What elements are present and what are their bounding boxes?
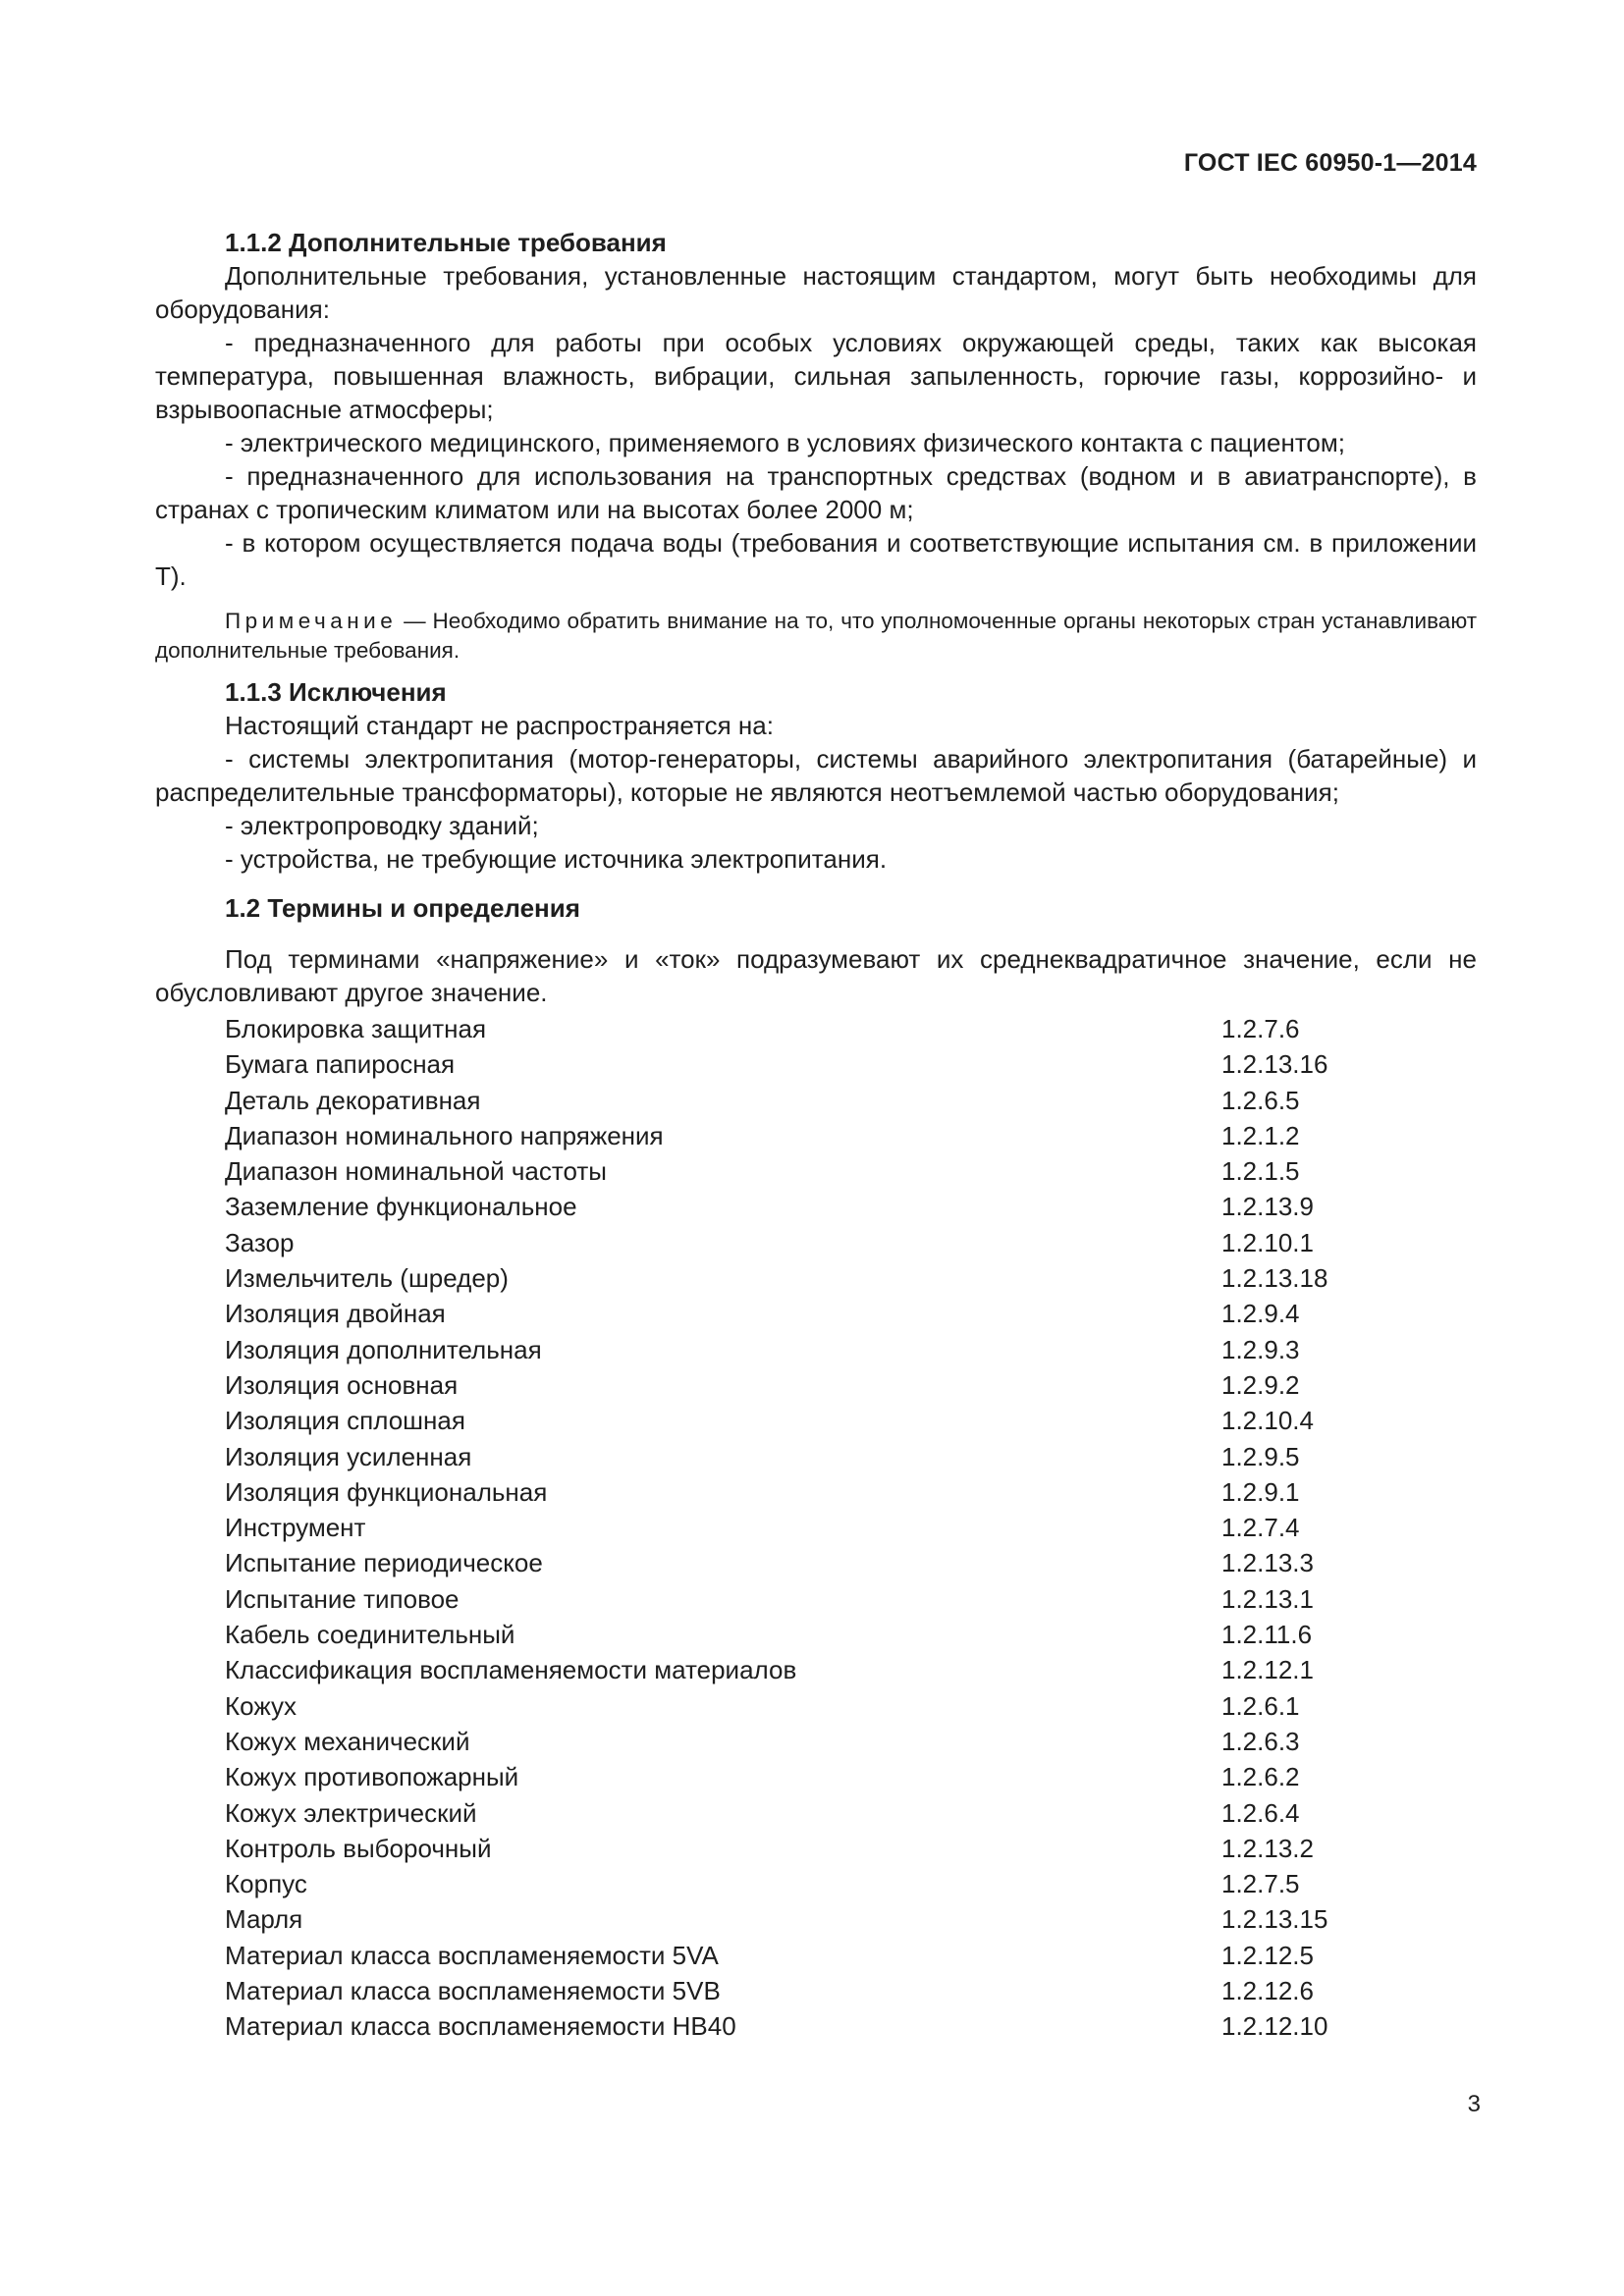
note-label: Примечание [225,609,398,633]
term-row [155,1225,1477,1260]
term-row [155,1866,1477,1901]
term-name: Испытание периодическое [225,1548,543,1578]
term-name: Деталь декоративная [225,1085,481,1115]
term-name: Кожух электрический [225,1797,477,1828]
term-ref: 1.2.10.4 [1221,1406,1314,1436]
term-name: Корпус [225,1869,307,1899]
term-ref: 1.2.7.5 [1221,1869,1300,1899]
term-ref: 1.2.13.9 [1221,1192,1314,1222]
term-row [155,1510,1477,1545]
term-ref: 1.2.6.4 [1221,1797,1300,1828]
term-name: Инструмент [225,1513,366,1543]
list-item: - предназначенного для работы при особых условиях окружающей среды, таких как высокая температура, повышенная влажность, вибрации, сильная запыленность, горючие газы, коррозийно- и взрывоопасные атмосферы; [155,328,1477,424]
term-ref: 1.2.6.3 [1221,1726,1300,1756]
term-ref: 1.2.13.16 [1221,1049,1328,1080]
term-ref: 1.2.6.2 [1221,1762,1300,1792]
term-ref: 1.2.13.15 [1221,1904,1328,1935]
list-item: - в котором осуществляется подача воды (требования и соответствующие испытания см. в приложении Т). [155,528,1477,591]
term-ref: 1.2.1.2 [1221,1120,1300,1150]
term-name: Диапазон номинального напряжения [225,1120,664,1150]
term-ref: 1.2.6.5 [1221,1085,1300,1115]
term-ref: 1.2.9.5 [1221,1441,1300,1471]
term-row [155,1367,1477,1403]
term-row [155,1938,1477,1973]
term-ref: 1.2.12.1 [1221,1655,1314,1685]
term-ref: 1.2.13.1 [1221,1583,1314,1614]
term-row [155,1724,1477,1759]
term-ref: 1.2.10.1 [1221,1227,1314,1257]
term-ref: 1.2.7.6 [1221,1014,1300,1043]
term-name: Марля [225,1904,303,1935]
term-row [155,1581,1477,1617]
note [155,607,1477,666]
term-row [155,1189,1477,1224]
term-ref: 1.2.12.10 [1221,2011,1328,2042]
section-heading-1-1-2: 1.1.2 Дополнительные требования [225,228,667,257]
term-ref: 1.2.13.18 [1221,1263,1328,1294]
paragraph: Под терминами «напряжение» и «ток» подразумевают их среднеквадратичное значение, если не обусловливают другое значение. [155,944,1477,1007]
term-name: Контроль выборочный [225,1833,492,1863]
page-number: 3 [1467,2091,1481,2117]
term-row [155,1118,1477,1153]
term-row [155,1545,1477,1580]
term-row [155,1439,1477,1474]
paragraph: Дополнительные требования, установленные настоящим стандартом, могут быть необходимы для оборудования: [155,261,1477,324]
term-ref: 1.2.12.6 [1221,1976,1314,2006]
term-row [155,1795,1477,1831]
page-content [155,226,1477,2045]
term-name: Измельчитель (шредер) [225,1263,509,1294]
term-ref: 1.2.7.4 [1221,1513,1300,1543]
term-name: Изоляция дополнительная [225,1334,542,1364]
term-row [155,1046,1477,1082]
term-name: Зазор [225,1227,295,1257]
term-name: Кожух [225,1690,297,1721]
term-name: Кабель соединительный [225,1620,515,1650]
term-row [155,1901,1477,1937]
term-ref: 1.2.9.4 [1221,1299,1300,1329]
term-name: Изоляция функциональная [225,1476,548,1507]
term-name: Кожух механический [225,1726,470,1756]
term-name: Материал класса воспламеняемости 5VB [225,1976,721,2006]
term-name: Изоляция сплошная [225,1406,465,1436]
term-name: Блокировка защитная [225,1014,487,1043]
term-row [155,1831,1477,1866]
term-row [155,1260,1477,1296]
term-name: Изоляция усиленная [225,1441,472,1471]
term-ref: 1.2.6.1 [1221,1690,1300,1721]
list-item: - электрического медицинского, применяемого в условиях физического контакта с пациентом; [225,428,1345,457]
term-name: Материал класса воспламеняемости 5VA [225,1940,719,1970]
list-item: - устройства, не требующие источника электропитания. [225,844,888,874]
term-row [155,1652,1477,1687]
paragraph: Настоящий стандарт не распространяется на: [225,711,774,740]
section-heading-1-1-3: 1.1.3 Исключения [225,677,447,707]
term-row [155,1153,1477,1189]
list-item: - электропроводку зданий; [225,811,539,840]
term-row [155,1759,1477,1794]
term-row [155,1296,1477,1331]
note-text: — Необходимо обратить внимание на то, что уполномоченные органы некоторых стран устанавливают дополнительные требования. [155,609,1477,663]
term-row [155,1474,1477,1510]
terms-index [155,1011,1477,2045]
term-name: Изоляция двойная [225,1299,446,1329]
term-row [155,1332,1477,1367]
list-item: - системы электропитания (мотор-генераторы, системы аварийного электропитания (батарейные) и распределительные трансформаторы), которые не являются неотъемлемой частью оборудования; [155,744,1477,807]
term-row [155,1973,1477,2008]
term-name: Заземление функциональное [225,1192,577,1222]
term-ref: 1.2.1.5 [1221,1156,1300,1187]
term-ref: 1.2.9.3 [1221,1334,1300,1364]
term-name: Изоляция основная [225,1369,459,1400]
term-ref: 1.2.12.5 [1221,1940,1314,1970]
document-header: ГОСТ IEC 60950-1—2014 [1183,149,1477,177]
list-item: - предназначенного для использования на транспортных средствах (водном и в авиатранспорте), в странах с тропическим климатом или на высотах более 2000 м; [155,461,1477,524]
term-row [155,1083,1477,1118]
term-row [155,1688,1477,1724]
term-ref: 1.2.13.3 [1221,1548,1314,1578]
term-ref: 1.2.11.6 [1221,1620,1313,1650]
term-name: Материал класса воспламеняемости HB40 [225,2011,736,2042]
term-name: Испытание типовое [225,1583,460,1614]
term-name: Классификация воспламеняемости материалов [225,1655,797,1685]
section-heading-1-2: 1.2 Термины и определения [225,893,580,923]
term-row [155,1011,1477,1046]
term-name: Бумага папиросная [225,1049,456,1080]
term-name: Кожух противопожарный [225,1762,519,1792]
term-row [155,1617,1477,1652]
term-ref: 1.2.13.2 [1221,1833,1314,1863]
term-row [155,1403,1477,1438]
term-ref: 1.2.9.1 [1221,1476,1300,1507]
term-name: Диапазон номинальной частоты [225,1156,607,1187]
term-row [155,2008,1477,2044]
term-ref: 1.2.9.2 [1221,1369,1300,1400]
